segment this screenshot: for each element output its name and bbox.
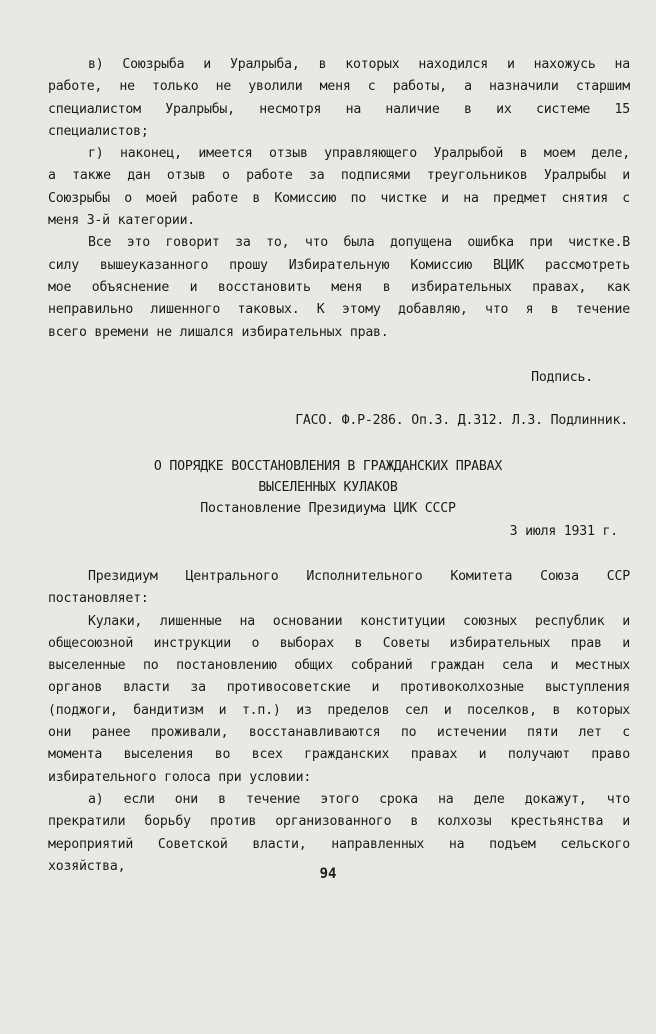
text-line: в) Союзрыба и Уралрыба, в которых находился и нахожусь на <box>88 57 630 72</box>
text-line: неправильно лишенного таковых. К этому добавляю, что я в течение <box>48 302 630 318</box>
text-line: постановляет: <box>48 591 149 607</box>
text-line: а также дан отзыв о работе за подписями треугольников Уралрыбы и <box>48 168 630 184</box>
heading-line-1: О ПОРЯДКЕ ВОССТАНОВЛЕНИЯ В ГРАЖДАНСКИХ ПРАВАХ <box>153 459 503 474</box>
signature <box>48 367 593 389</box>
heading-line-2: ВЫСЕЛЕННЫХ КУЛАКОВ <box>258 480 398 495</box>
text-line: специалистом Уралрыбы, несмотря на наличие в их системе 15 <box>48 101 630 117</box>
text-line: мое объяснение и восстановить меня в избирательных правах, как <box>48 279 630 295</box>
text-line: Все это говорит за то, что была допущена ошибка при чистке.В <box>88 235 630 251</box>
text-line: хозяйства, <box>48 858 126 874</box>
signature-text: Подпись. <box>531 370 593 385</box>
body-text-upper <box>48 54 630 344</box>
text-line: специалистов; <box>48 123 149 139</box>
page-number: 94 <box>319 866 337 882</box>
paragraph-v <box>48 54 630 143</box>
text-line: момента выселения во всех гражданских правах и получают право <box>48 747 630 763</box>
text-line: Кулаки, лишенные на основании конституции союзных республик и <box>88 613 630 629</box>
text-line: а) если они в течение этого срока на деле докажут, что <box>88 791 630 807</box>
paragraph-presidium <box>48 566 630 611</box>
text-line: Президиум Центрального Исполнительного Комитета Союза ССР <box>88 569 630 584</box>
text-line: г) наконец, имеется отзыв управляющего Уралрыбой в моем деле, <box>88 146 630 162</box>
text-line: силу вышеуказанного прошу Избирательную Комиссию ВЦИК рассмотреть <box>48 257 630 273</box>
text-line: меня 3-й категории. <box>48 213 196 229</box>
paragraph-g <box>48 143 630 232</box>
text-line: Союзрыбы о моей работе в Комиссию по чистке и на предмет снятия с <box>48 190 630 206</box>
paragraph-a <box>48 789 630 878</box>
body-text-lower <box>48 566 630 878</box>
archive-reference <box>48 410 628 432</box>
text-line: они ранее проживали, восстанавливаются по истечении пяти лет с <box>48 725 630 741</box>
text-line: общесоюзной инструкции о выборах в Советы избирательных прав и <box>48 635 630 651</box>
text-line: всего времени не лишался избирательных прав. <box>48 324 389 340</box>
text-line: работе, не только не уволили меня с работы, а назначили старшим <box>48 79 630 95</box>
paragraph-kulaks <box>48 611 630 789</box>
text-line: прекратили борьбу против организованного в колхозы крестьянства и <box>48 814 630 830</box>
text-line: мероприятий Советской власти, направленных на подъем сельского <box>48 836 630 852</box>
date-text: 3 июля 1931 г. <box>509 524 618 539</box>
archive-reference-text: ГАСО. Ф.Р-286. Оп.3. Д.312. Л.3. Подлинник. <box>295 413 628 428</box>
document-date <box>48 521 618 543</box>
text-line: (поджоги, бандитизм и т.п.) из пределов сел и поселков, в которых <box>48 702 630 718</box>
text-line: избирательного голоса при условии: <box>48 769 312 785</box>
subheading: Постановление Президиума ЦИК СССР <box>200 501 456 516</box>
text-line: органов власти за противосоветские и противоколхозные выступления <box>48 680 630 696</box>
text-line: выселенные по постановлению общих собраний граждан села и местных <box>48 658 630 674</box>
document-heading <box>0 456 656 519</box>
paragraph-conclusion <box>48 232 630 343</box>
